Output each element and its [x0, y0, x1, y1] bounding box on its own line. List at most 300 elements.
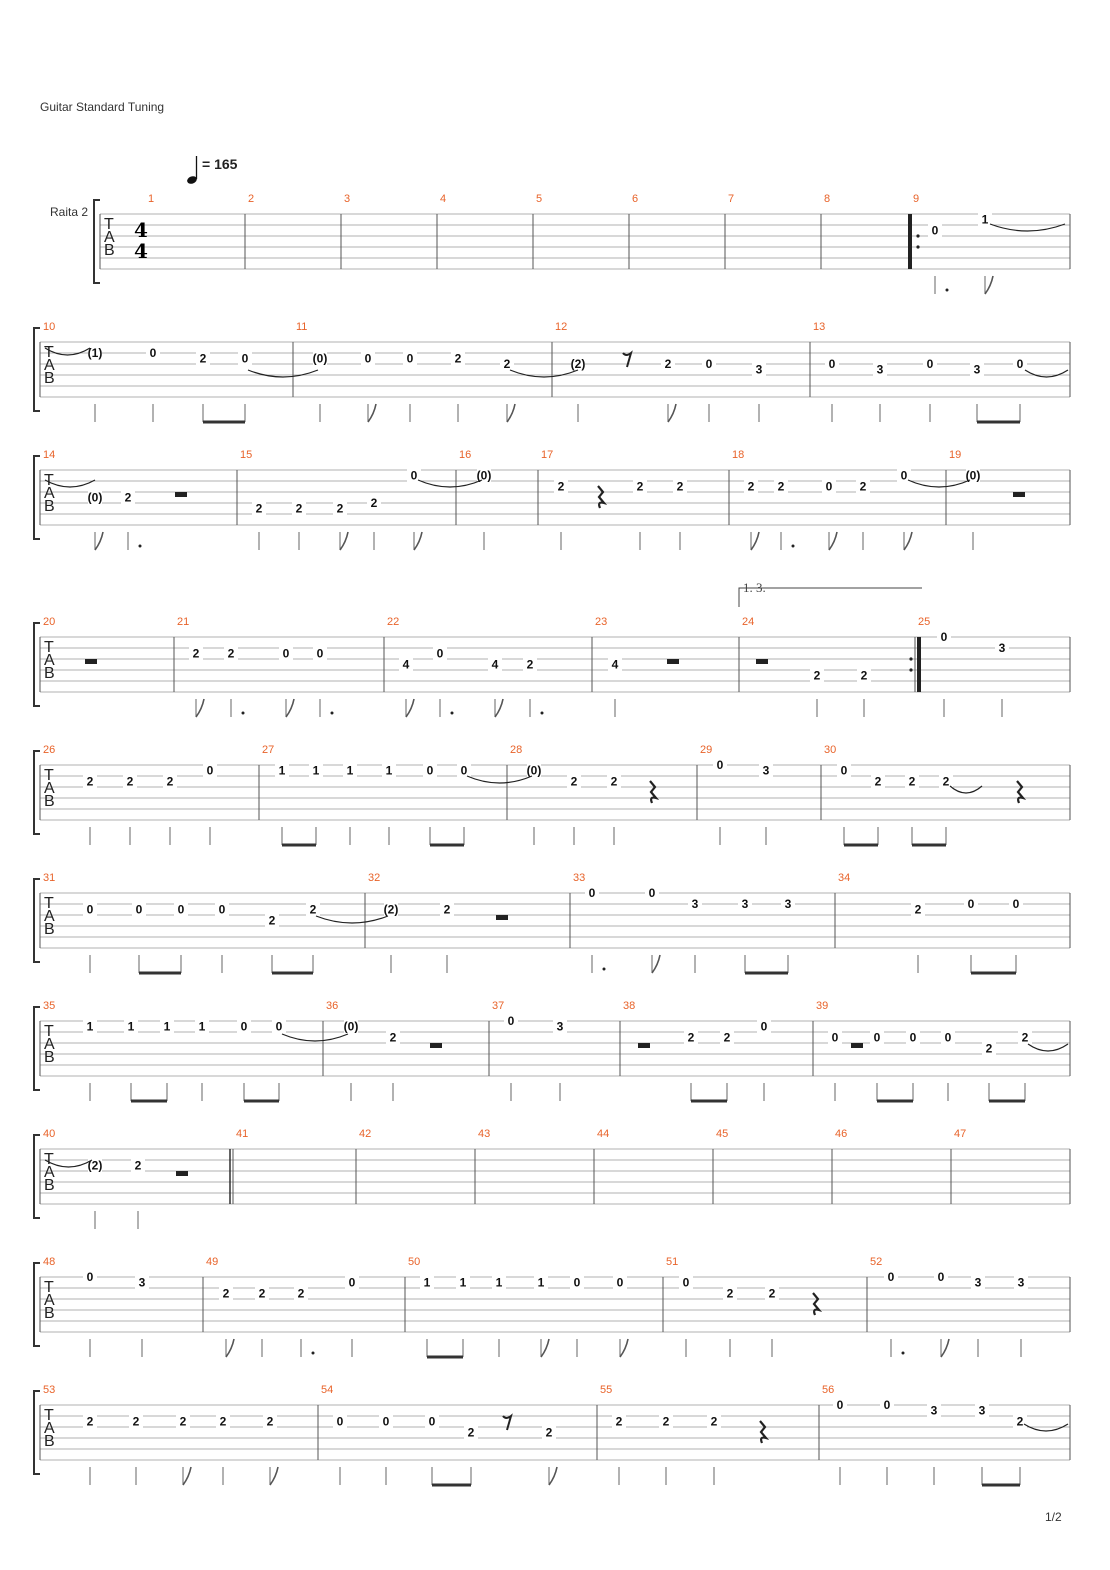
dotted-rhythm	[946, 289, 949, 292]
fret-number: 1	[981, 212, 989, 227]
fret-number: 2	[166, 774, 174, 789]
measure-number: 35	[43, 1000, 56, 1012]
fret-number: 2	[768, 1286, 776, 1301]
fret-number: 2	[942, 774, 950, 789]
fret-number: 0	[382, 1414, 390, 1429]
fret-number: 0	[135, 902, 143, 917]
fret-number: 0	[240, 1019, 248, 1034]
system-bracket	[34, 1391, 40, 1474]
volta-label: 1. 3.	[743, 580, 766, 595]
half-rest	[175, 492, 187, 497]
dotted-rhythm	[242, 712, 245, 715]
fret-number: 3	[138, 1275, 146, 1290]
measure-number: 41	[236, 1128, 249, 1140]
repeat-dot	[916, 245, 919, 248]
fret-number: 0	[883, 1398, 891, 1412]
fret-number: 2	[266, 1414, 274, 1429]
dotted-rhythm	[331, 712, 334, 715]
fret-number: 0	[887, 1270, 895, 1284]
fret-number: 2	[545, 1425, 553, 1440]
half-rest	[85, 659, 97, 664]
fret-number: 2	[255, 501, 263, 516]
fret-number: 2	[336, 501, 344, 516]
fret-number: 2	[557, 479, 565, 494]
fret-number: 0	[648, 886, 656, 900]
tab-clef-letter: B	[44, 1305, 55, 1322]
fret-number: 0	[944, 1030, 952, 1045]
time-signature-top: 4	[134, 218, 148, 242]
measure-number: 19	[949, 449, 962, 461]
tie	[1024, 1424, 1068, 1431]
fret-number: 2	[636, 479, 644, 494]
measure-number: 56	[822, 1384, 835, 1396]
track-name: Raita 2	[50, 205, 89, 219]
fret-number: 2	[687, 1030, 695, 1045]
fret-number: (2)	[87, 1158, 103, 1173]
tie	[316, 916, 388, 923]
half-rest	[638, 1043, 650, 1048]
measure-number: 11	[296, 321, 308, 333]
note-flag	[196, 699, 204, 717]
tab-clef-letter: A	[44, 780, 55, 797]
measure-number: 51	[666, 1256, 679, 1268]
note-flag	[507, 404, 515, 422]
note-flag	[668, 404, 676, 422]
fret-number: 0	[825, 479, 833, 494]
tab-clef-letter: A	[44, 1292, 55, 1309]
measure-number: 25	[918, 616, 931, 628]
fret-number: 0	[86, 1270, 94, 1284]
fret-number: 1	[537, 1275, 545, 1290]
fret-number: 0	[873, 1030, 881, 1045]
fret-number: 0	[831, 1030, 839, 1045]
tab-clef-letter: B	[44, 1049, 55, 1066]
measure-number: 5	[536, 193, 543, 205]
fret-number: 2	[676, 479, 684, 494]
tie	[282, 1034, 348, 1041]
repeat-dot	[909, 657, 912, 660]
fret-number: 0	[364, 351, 372, 366]
fret-number: 0	[1016, 357, 1024, 371]
measure-number: 55	[600, 1384, 613, 1396]
measure-number: 20	[43, 616, 56, 628]
measure-number: 16	[459, 449, 472, 461]
measure-number: 26	[43, 744, 56, 756]
measure-number: 38	[623, 1000, 636, 1012]
fret-number: 1	[198, 1019, 206, 1034]
tab-clef-letter: T	[44, 639, 54, 656]
measure-number: 46	[835, 1128, 848, 1140]
fret-number: 2	[132, 1414, 140, 1429]
fret-number: 0	[348, 1275, 356, 1290]
fret-number: 4	[611, 657, 619, 672]
tab-clef-letter: B	[44, 921, 55, 938]
tie	[510, 370, 578, 377]
fret-number: (0)	[312, 351, 328, 366]
fret-number: 2	[985, 1041, 993, 1056]
fret-number: 1	[459, 1275, 467, 1290]
dotted-rhythm	[792, 545, 795, 548]
fret-number: 2	[726, 1286, 734, 1301]
fret-number: 0	[840, 763, 848, 778]
note-flag	[340, 532, 348, 550]
measure-number: 54	[321, 1384, 334, 1396]
fret-number: 0	[931, 223, 939, 238]
fret-number: 0	[406, 351, 414, 366]
fret-number: 1	[346, 763, 354, 778]
measure-number: 30	[824, 744, 837, 756]
note-flag	[270, 1467, 278, 1485]
tab-clef-letter: T	[44, 895, 54, 912]
fret-number: 2	[134, 1158, 142, 1173]
fret-number: 2	[859, 479, 867, 494]
fret-number: 2	[258, 1286, 266, 1301]
note-flag	[226, 1339, 234, 1357]
fret-number: 0	[460, 763, 468, 778]
page-number: 1/2	[1045, 1510, 1062, 1524]
fret-number: 2	[295, 501, 303, 516]
system-bracket	[34, 623, 40, 706]
note-flag	[904, 532, 912, 550]
fret-number: 3	[974, 1275, 982, 1290]
quarter-rest	[813, 1293, 819, 1315]
fret-number: 0	[436, 646, 444, 661]
fret-number: 2	[222, 1286, 230, 1301]
note-flag	[406, 699, 414, 717]
tab-clef-letter: B	[44, 1433, 55, 1450]
tab-clef-letter: T	[44, 472, 54, 489]
measure-number: 34	[838, 872, 851, 884]
fret-number: 2	[664, 357, 672, 371]
dotted-rhythm	[312, 1352, 315, 1355]
tab-clef-letter: T	[104, 216, 114, 233]
measure-number: 1	[148, 193, 155, 205]
note-flag	[95, 532, 103, 550]
fret-number: 2	[454, 351, 462, 366]
system-bracket	[94, 200, 100, 283]
fret-number: 2	[268, 913, 276, 928]
fret-number: 0	[900, 468, 908, 483]
tab-clef-letter: B	[44, 498, 55, 515]
fret-number: 0	[967, 897, 975, 911]
fret-number: 2	[874, 774, 882, 789]
measure-number: 47	[954, 1128, 967, 1140]
measure-number: 24	[742, 616, 755, 628]
measure-number: 8	[824, 193, 831, 205]
fret-number: 1	[163, 1019, 171, 1034]
fret-number: 2	[443, 902, 451, 917]
measure-number: 18	[732, 449, 745, 461]
fret-number: 0	[275, 1019, 283, 1034]
fret-number: 2	[860, 668, 868, 683]
fret-number: 3	[876, 362, 884, 377]
fret-number: 3	[1017, 1275, 1025, 1290]
half-rest	[851, 1043, 863, 1048]
measure-number: 45	[716, 1128, 729, 1140]
tab-clef-letter: B	[104, 242, 115, 259]
fret-number: 0	[218, 902, 226, 917]
fret-number: 3	[755, 362, 763, 377]
fret-number: 2	[86, 1414, 94, 1429]
tab-clef-letter: B	[44, 1177, 55, 1194]
fret-number: 2	[389, 1030, 397, 1045]
measure-number: 12	[555, 321, 568, 333]
fret-number: 0	[705, 357, 713, 371]
measure-number: 22	[387, 616, 400, 628]
tab-clef-letter: B	[44, 793, 55, 810]
fret-number: 4	[402, 657, 410, 672]
measure-number: 40	[43, 1128, 56, 1140]
fret-number: 3	[973, 362, 981, 377]
measure-number: 44	[597, 1128, 610, 1140]
measure-number: 23	[595, 616, 608, 628]
fret-number: 1	[278, 763, 286, 778]
measure-number: 50	[408, 1256, 421, 1268]
note-flag	[549, 1467, 557, 1485]
measure-number: 33	[573, 872, 586, 884]
measure-number: 17	[541, 449, 554, 461]
measure-number: 15	[240, 449, 253, 461]
measure-number: 32	[368, 872, 381, 884]
fret-number: 0	[426, 763, 434, 778]
fret-number: 3	[784, 897, 792, 911]
half-rest	[1013, 492, 1025, 497]
note-flag	[652, 955, 660, 973]
fret-number: 3	[741, 897, 749, 911]
fret-number: 0	[177, 902, 185, 917]
measure-number: 28	[510, 744, 523, 756]
fret-number: 0	[410, 468, 418, 483]
fret-number: 2	[86, 774, 94, 789]
measure-number: 9	[913, 193, 920, 205]
tie	[248, 370, 318, 377]
half-rest	[496, 915, 508, 920]
fret-number: 2	[1021, 1030, 1029, 1045]
tab-clef-letter: A	[44, 908, 55, 925]
fret-number: 0	[316, 646, 324, 661]
fret-number: 3	[978, 1403, 986, 1418]
measure-number: 52	[870, 1256, 883, 1268]
half-rest	[756, 659, 768, 664]
note-flag	[495, 699, 503, 717]
fret-number: 2	[526, 657, 534, 672]
tab-clef-letter: T	[44, 1151, 54, 1168]
note-flag	[183, 1467, 191, 1485]
tie	[467, 776, 532, 783]
measure-number: 43	[478, 1128, 491, 1140]
half-rest	[430, 1043, 442, 1048]
tab-clef-letter: A	[44, 1164, 55, 1181]
fret-number: 2	[467, 1425, 475, 1440]
measure-number: 14	[43, 449, 56, 461]
system-bracket	[34, 456, 40, 539]
quarter-rest	[598, 486, 604, 508]
fret-number: 0	[909, 1030, 917, 1045]
quarter-rest	[1017, 781, 1023, 803]
fret-number: 0	[682, 1275, 690, 1290]
measure-number: 6	[632, 193, 639, 205]
fret-number: 0	[828, 357, 836, 371]
fret-number: 2	[813, 668, 821, 683]
tab-clef-letter: A	[44, 485, 55, 502]
fret-number: 2	[192, 646, 200, 661]
tab-clef-letter: T	[44, 344, 54, 361]
note-flag	[941, 1339, 949, 1357]
fret-number: 3	[762, 763, 770, 778]
system-bracket	[34, 879, 40, 962]
fret-number: 0	[588, 886, 596, 900]
tab-clef-letter: T	[44, 1407, 54, 1424]
tab-clef-letter: A	[44, 1036, 55, 1053]
measure-number: 27	[262, 744, 275, 756]
fret-number: 2	[777, 479, 785, 494]
fret-number: (2)	[383, 902, 399, 917]
dotted-rhythm	[603, 968, 606, 971]
tab-clef-letter: T	[44, 1023, 54, 1040]
repeat-dot	[916, 234, 919, 237]
dotted-rhythm	[451, 712, 454, 715]
measure-number: 48	[43, 1256, 56, 1268]
fret-number: 1	[127, 1019, 135, 1034]
quarter-rest	[650, 781, 656, 803]
fret-number: 1	[423, 1275, 431, 1290]
measure-number: 21	[177, 616, 190, 628]
system-bracket	[34, 328, 40, 411]
fret-number: 2	[1016, 1414, 1024, 1429]
measure-number: 53	[43, 1384, 56, 1396]
fret-number: 2	[610, 774, 618, 789]
fret-number: 0	[282, 646, 290, 661]
fret-number: 0	[428, 1414, 436, 1429]
fret-number: 2	[723, 1030, 731, 1045]
fret-number: 3	[998, 641, 1006, 655]
tab-clef-letter: B	[44, 370, 55, 387]
fret-number: 2	[219, 1414, 227, 1429]
measure-number: 10	[43, 321, 56, 333]
fret-number: 3	[556, 1019, 564, 1034]
fret-number: 2	[124, 490, 132, 505]
note-flag	[751, 532, 759, 550]
tie	[1028, 1044, 1068, 1051]
fret-number: 2	[570, 774, 578, 789]
tuning-label: Guitar Standard Tuning	[40, 100, 165, 114]
fret-number: 0	[616, 1275, 624, 1290]
fret-number: (0)	[476, 468, 492, 483]
fret-number: 0	[336, 1414, 344, 1429]
fret-number: 1	[385, 763, 393, 778]
fret-number: (2)	[570, 357, 586, 371]
fret-number: 4	[491, 657, 499, 672]
tab-clef-letter: A	[44, 357, 55, 374]
tie	[1025, 370, 1068, 377]
fret-number: 0	[1012, 897, 1020, 911]
fret-number: 2	[199, 351, 207, 366]
tab-clef-letter: B	[44, 665, 55, 682]
fret-number: 2	[710, 1414, 718, 1429]
fret-number: 0	[940, 630, 948, 644]
fret-number: 0	[573, 1275, 581, 1290]
tab-clef-letter: A	[44, 652, 55, 669]
half-rest	[176, 1171, 188, 1176]
fret-number: 0	[836, 1398, 844, 1412]
fret-number: 0	[716, 758, 724, 772]
measure-number: 13	[813, 321, 826, 333]
fret-number: 2	[747, 479, 755, 494]
tab-clef-letter: A	[104, 229, 115, 246]
repeat-dot	[909, 668, 912, 671]
fret-number: (0)	[526, 763, 542, 778]
fret-number: 2	[309, 902, 317, 917]
fret-number: (0)	[343, 1019, 359, 1034]
note-flag	[620, 1339, 628, 1357]
fret-number: 2	[126, 774, 134, 789]
fret-number: (0)	[965, 468, 981, 483]
eighth-rest	[503, 1416, 511, 1430]
fret-number: 3	[930, 1403, 938, 1418]
measure-number: 4	[440, 193, 447, 205]
tab-clef-letter: T	[44, 1279, 54, 1296]
note-flag	[414, 532, 422, 550]
system-bracket	[34, 1263, 40, 1346]
fret-number: 0	[937, 1270, 945, 1284]
measure-number: 42	[359, 1128, 372, 1140]
measure-number: 49	[206, 1256, 219, 1268]
fret-number: 2	[297, 1286, 305, 1301]
dotted-rhythm	[139, 545, 142, 548]
measure-number: 29	[700, 744, 713, 756]
tempo-value: = 165	[202, 156, 238, 172]
measure-number: 31	[43, 872, 56, 884]
system-bracket	[34, 1007, 40, 1090]
fret-number: 0	[149, 346, 157, 360]
note-flag	[829, 532, 837, 550]
measure-number: 3	[344, 193, 351, 205]
dotted-rhythm	[902, 1352, 905, 1355]
measure-number: 36	[326, 1000, 339, 1012]
half-rest	[667, 659, 679, 664]
measure-number: 7	[728, 193, 735, 205]
tab-clef-letter: A	[44, 1420, 55, 1437]
fret-number: 1	[86, 1019, 94, 1034]
measure-number: 39	[816, 1000, 829, 1012]
fret-number: 1	[312, 763, 320, 778]
fret-number: 0	[206, 763, 214, 778]
fret-number: 2	[503, 357, 511, 371]
fret-number: 2	[615, 1414, 623, 1429]
fret-number: (0)	[87, 490, 103, 505]
time-signature-bottom: 4	[134, 239, 148, 263]
tab-clef-letter: T	[44, 767, 54, 784]
fret-number: 2	[179, 1414, 187, 1429]
fret-number: 2	[370, 496, 378, 510]
quarter-rest	[760, 1421, 766, 1443]
fret-number: 1	[495, 1275, 503, 1290]
fret-number: 2	[908, 774, 916, 789]
fret-number: 0	[507, 1014, 515, 1028]
system-bracket	[34, 751, 40, 834]
fret-number: 2	[227, 646, 235, 661]
system-bracket	[34, 1135, 40, 1218]
note-flag	[286, 699, 294, 717]
note-flag	[541, 1339, 549, 1357]
fret-number: 3	[691, 897, 699, 911]
volta-bracket	[739, 588, 922, 607]
dotted-rhythm	[541, 712, 544, 715]
note-flag	[985, 276, 993, 294]
measure-number: 2	[248, 193, 255, 205]
fret-number: 2	[662, 1414, 670, 1429]
eighth-rest	[623, 353, 631, 367]
